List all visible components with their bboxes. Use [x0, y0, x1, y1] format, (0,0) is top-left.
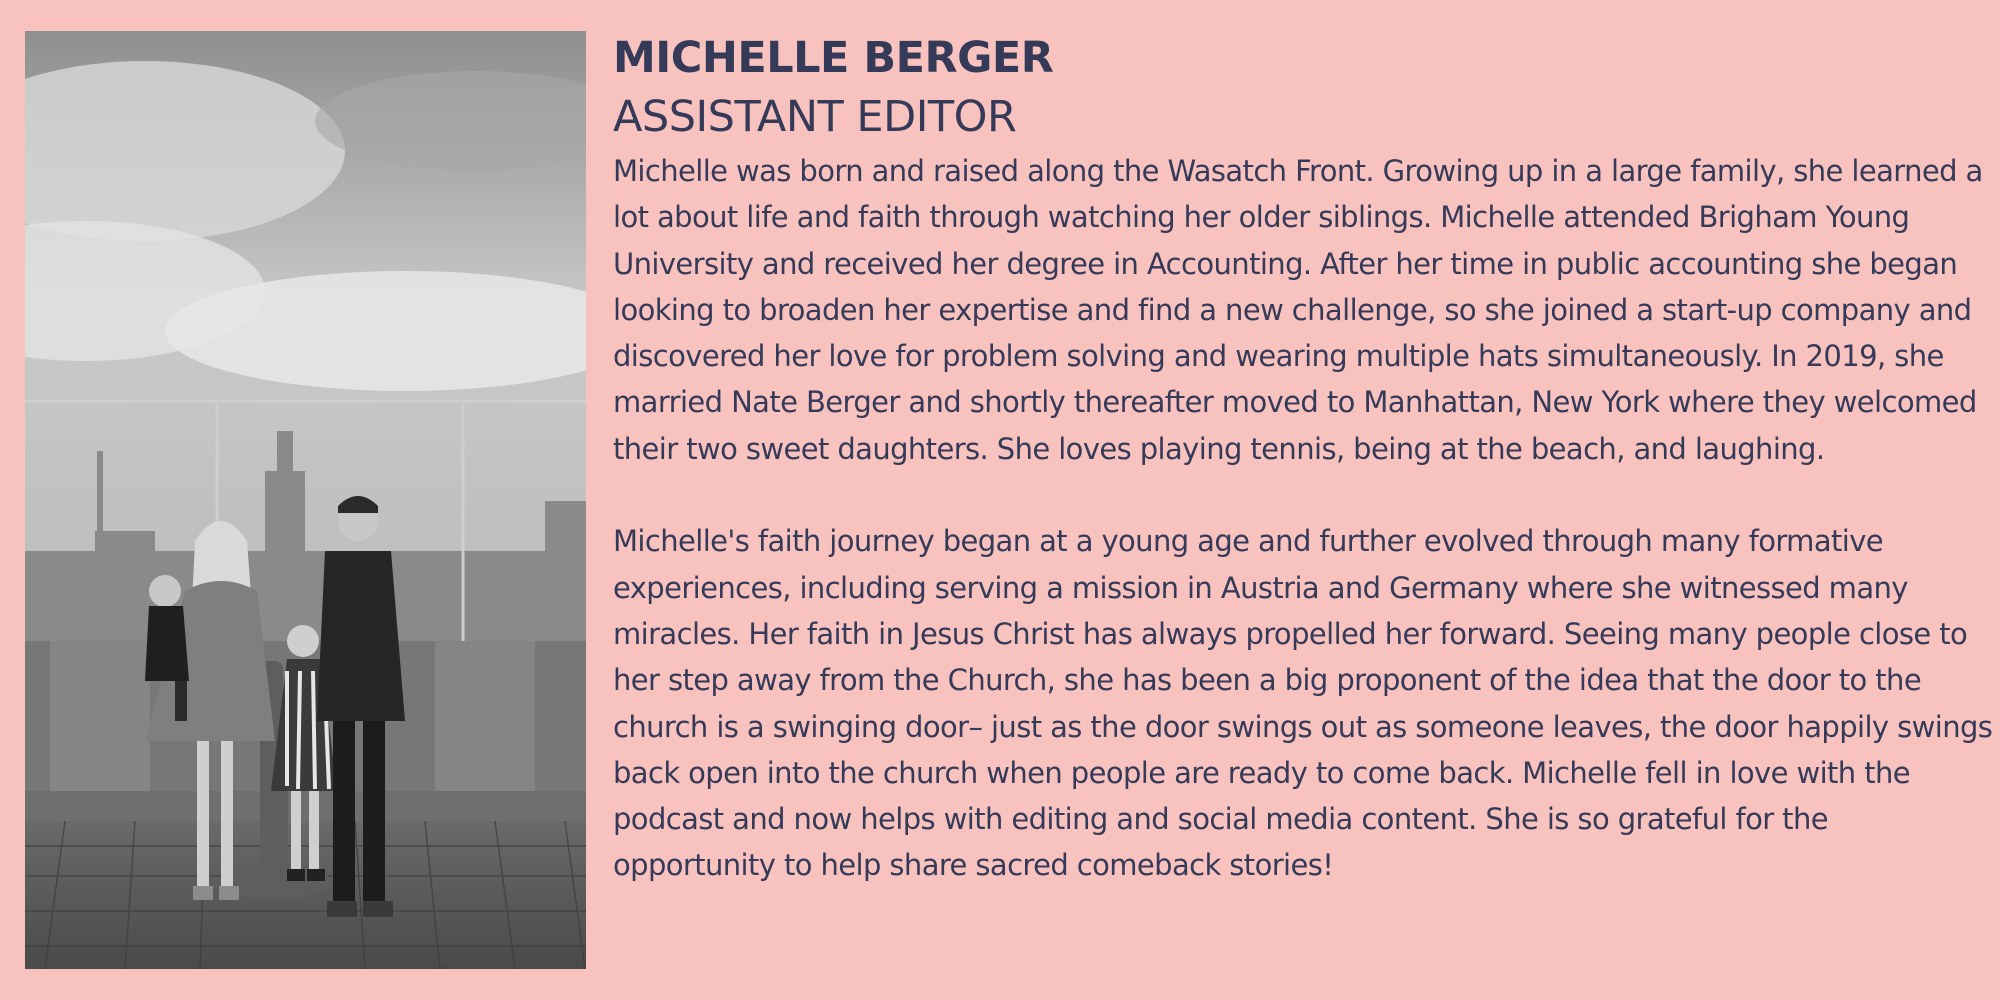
- bio-paragraph-1: Michelle was born and raised along the Wasatch Front. Growing up in a large family, she learned a lot about life and faith through watching her older siblings. Michelle attended Brigham Young University and received her degree in Accounting. After her time in public accounting she began looking to broaden her expertise and find a new challenge, so she joined a start-up company and discovered her love for problem solving and wearing multiple hats simultaneously. In 2019, she married Nate Berger and shortly thereafter moved to Manhattan, New York where they welcomed their two sweet daughters. She loves playing tennis, being at the beach, and laughing.: [613, 154, 1983, 466]
- family-photo: [25, 31, 586, 969]
- family-photo-illustration: [25, 31, 586, 969]
- profile-role: ASSISTANT EDITOR: [613, 92, 1017, 142]
- profile-content: [613, 30, 1993, 889]
- profile-name: MICHELLE BERGER: [613, 33, 1054, 83]
- bio-paragraph-2: Michelle's faith journey began at a young age and further evolved through many formative experiences, including serving a mission in Austria and Germany where she witnessed many miracles. Her faith in Jesus Christ has always propelled her forward. Seeing many people close to her step away from the Church, she has been a big proponent of the idea that the door to the church is a swinging door– just as the door swings out as someone leaves, the door happily swings back open into the church when people are ready to come back. Michelle fell in love with the podcast and now helps with editing and social media content. She is so grateful for the opportunity to help share sacred comeback stories!: [613, 524, 1993, 883]
